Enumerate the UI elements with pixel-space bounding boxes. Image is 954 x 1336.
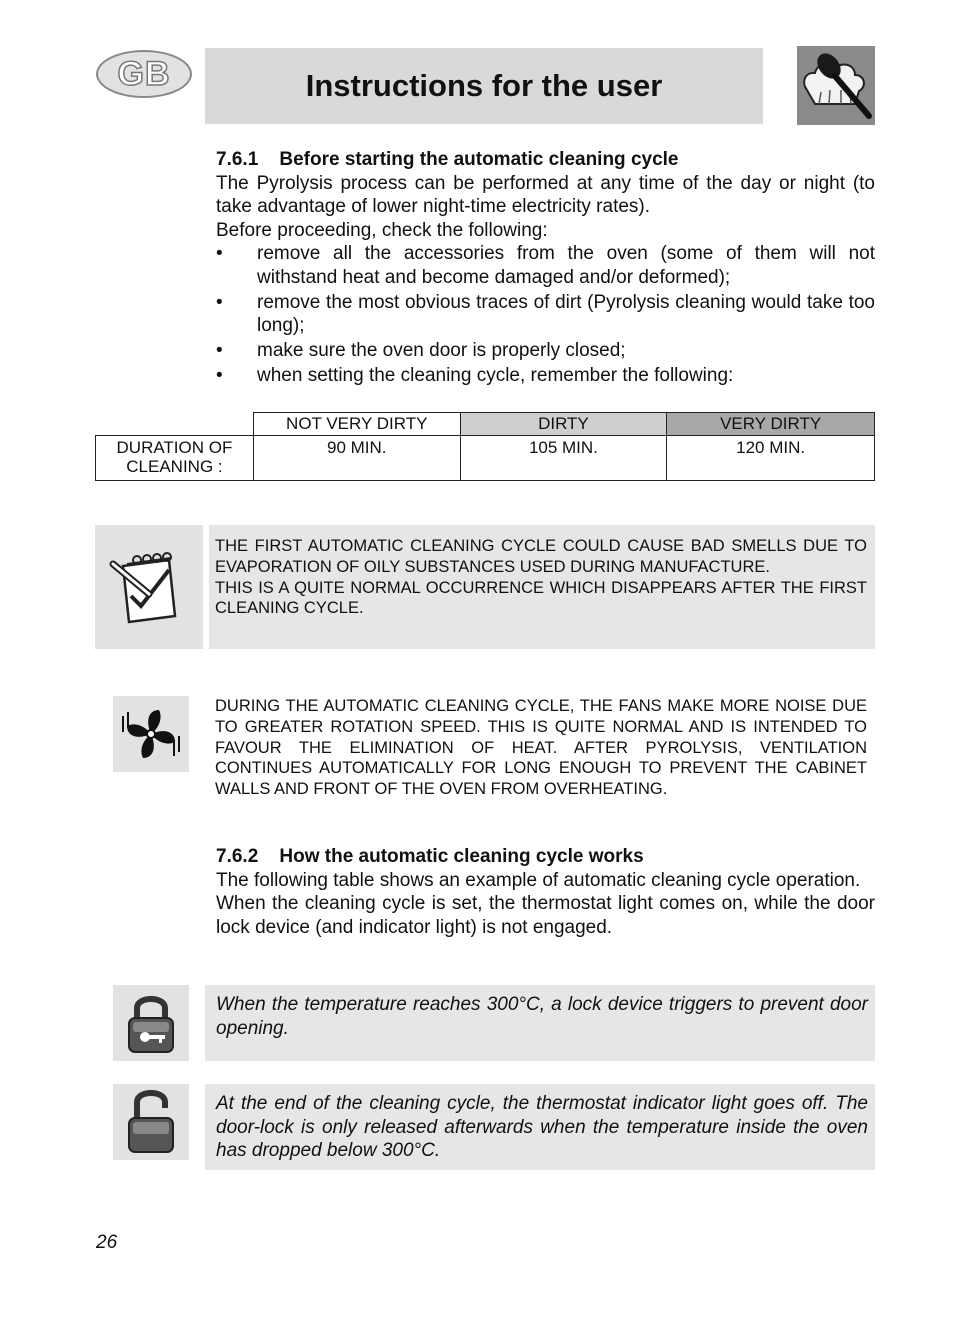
page-title: Instructions for the user — [305, 68, 663, 103]
note-unlock-text: At the end of the cleaning cycle, the thermostat indicator light goes off. The door-lock is only released afterwards when the temperature inside the oven has dropped below 300°C. — [216, 1093, 868, 1161]
list-item: • remove the most obvious traces of dirt (Pyrolysis cleaning would take too long); — [216, 291, 875, 336]
section-762 — [216, 845, 875, 939]
note-smell-line1: THE FIRST AUTOMATIC CLEANING CYCLE COULD CAUSE BAD SMELLS DUE TO EVAPORATION OF OILY SUBSTANCES USED DURING MANUFACTURE. — [215, 537, 867, 576]
list-item: • remove all the accessories from the oven (some of them will not withstand heat and become damaged and/or deformed); — [216, 243, 875, 288]
section-762-para2: When the cleaning cycle is set, the thermostat light comes on, while the door lock device (and indicator light) is not engaged. — [216, 893, 875, 938]
note-smell-panel — [209, 525, 875, 649]
section-heading-762: 7.6.2 How the automatic cleaning cycle works — [216, 846, 644, 867]
column-header: DIRTY — [460, 413, 667, 436]
padlock-locked-icon — [113, 985, 189, 1061]
check-list — [216, 242, 875, 388]
padlock-open-icon — [113, 1084, 189, 1160]
table-cell: 105 MIN. — [460, 436, 667, 481]
chef-hat-spoon-icon — [797, 46, 875, 125]
section-762-para1: The following table shows an example of automatic cleaning cycle operation. — [216, 869, 861, 891]
bullet-icon: • — [216, 340, 223, 361]
country-badge: GB — [96, 50, 192, 98]
list-item: • when setting the cleaning cycle, remember the following: — [216, 365, 734, 386]
bullet-icon: • — [216, 243, 223, 264]
note-lock-panel — [205, 985, 875, 1061]
bullet-icon: • — [216, 365, 223, 386]
note-lock-text: When the temperature reaches 300°C, a lock device triggers to prevent door opening. — [216, 994, 868, 1039]
column-header: VERY DIRTY — [667, 413, 875, 436]
table-cell: 120 MIN. — [667, 436, 875, 481]
list-item: • make sure the oven door is properly closed; — [216, 340, 626, 361]
section-761 — [216, 148, 875, 389]
notepad-pencil-icon — [95, 525, 203, 649]
column-header: NOT VERY DIRTY — [253, 413, 460, 436]
page-number: 26 — [96, 1232, 118, 1253]
table-corner — [96, 413, 254, 436]
fan-icon — [113, 696, 189, 772]
note-unlock-panel — [205, 1084, 875, 1170]
note-smell-line2: THIS IS A QUITE NORMAL OCCURRENCE WHICH DISAPPEARS AFTER THE FIRST CLEANING CYCLE. — [215, 578, 867, 618]
row-label: DURATION OF CLEANING : — [96, 436, 254, 481]
section-intro: The Pyrolysis process can be performed at any time of the day or night (to take advantage of lower night-time electricity rates). — [216, 172, 875, 217]
header-band — [205, 48, 763, 124]
bullet-icon: • — [216, 291, 223, 313]
check-intro: Before proceeding, check the following: — [216, 219, 548, 241]
table-cell: 90 MIN. — [253, 436, 460, 481]
cleaning-duration-table — [95, 412, 875, 481]
section-heading-761: 7.6.1 Before starting the automatic cleaning cycle — [216, 149, 679, 170]
note-fan-text: DURING THE AUTOMATIC CLEANING CYCLE, THE FANS MAKE MORE NOISE DUE TO GREATER ROTATION SPEED. THIS IS QUITE NORMAL AND IS INTENDED TO FAVOUR THE ELIMINATION OF HEAT. AFTER PYROLYSIS, VENTILATION CONTINUES AUTOMATICALLY FOR LONG ENOUGH TO PREVENT THE CABINET WALLS AND FRONT OF THE OVEN FROM OVERHEATING. — [215, 697, 867, 799]
